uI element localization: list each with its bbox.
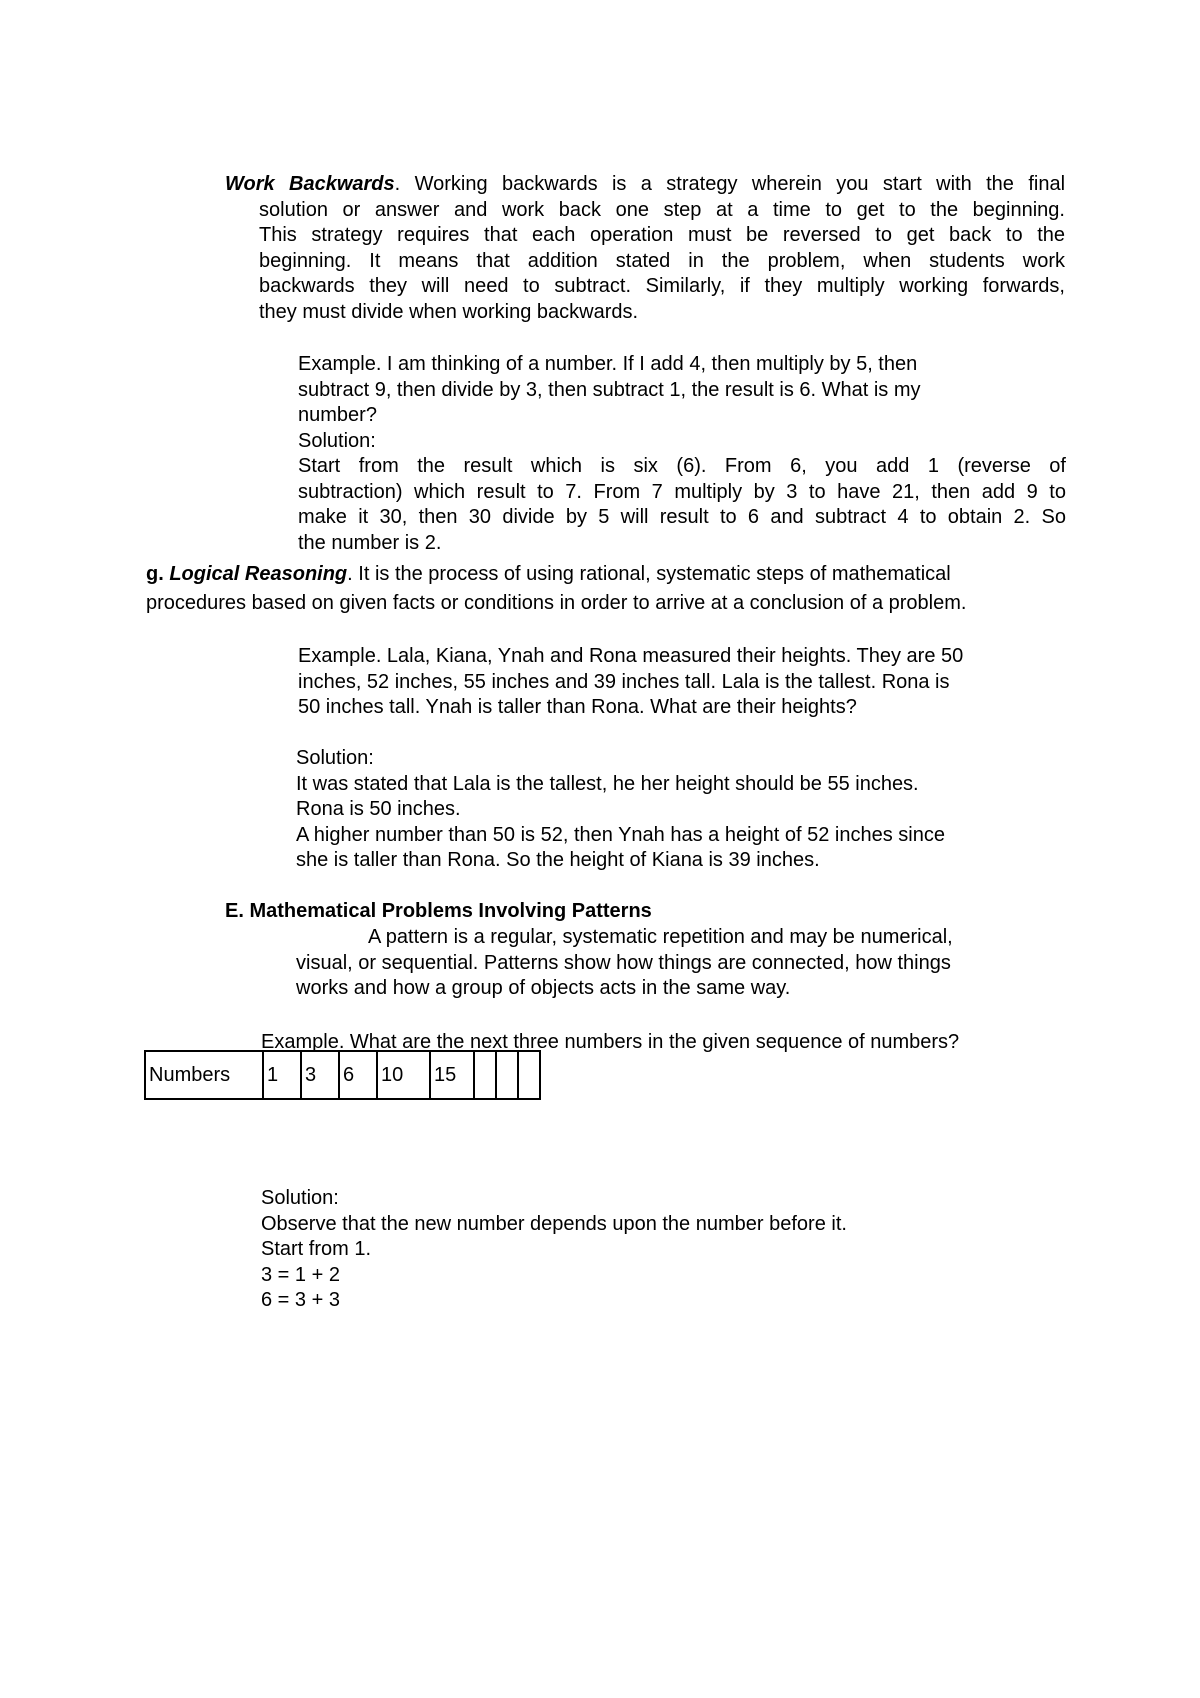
logical-reasoning-paragraph bbox=[146, 560, 1076, 618]
table-empty-cell bbox=[474, 1051, 496, 1099]
example-line: inches, 52 inches, 55 inches and 39 inches tall. Lala is the tallest. Rona is bbox=[298, 670, 950, 693]
solution-line: Observe that the new number depends upon the number before it. bbox=[261, 1212, 847, 1235]
logical-reasoning-line-2: procedures based on given facts or conditions in order to arrive at a conclusion of a problem. bbox=[146, 592, 967, 614]
solution-line: Rona is 50 inches. bbox=[296, 798, 461, 820]
logical-reasoning-line-1: g. Logical Reasoning. It is the process of using rational, systematic steps of mathematical bbox=[146, 563, 951, 585]
solution-line: It was stated that Lala is the tallest, he her height should be 55 inches. bbox=[296, 772, 919, 795]
sequence-table bbox=[144, 1050, 541, 1100]
solution-line: subtraction) which result to 7. From 7 multiply by 3 to have 21, then add 9 to bbox=[298, 480, 1066, 503]
table-row bbox=[145, 1051, 540, 1099]
logical-reasoning-heading: Logical Reasoning bbox=[169, 563, 348, 585]
patterns-line-2: visual, or sequential. Patterns show how things are connected, how things bbox=[296, 951, 951, 974]
solution-line: she is taller than Rona. So the height of Kiana is 39 inches. bbox=[296, 849, 820, 871]
solution-line: A higher number than 50 is 52, then Ynah has a height of 52 inches since bbox=[296, 823, 945, 846]
work-backwards-line-6: they must divide when working backwards. bbox=[259, 300, 639, 323]
work-backwards-example bbox=[298, 352, 1066, 556]
solution-line: make it 30, then 30 divide by 5 will result to 6 and subtract 4 to obtain 2. So bbox=[298, 506, 1066, 528]
work-backwards-heading: Work Backwards bbox=[225, 173, 395, 195]
patterns-solution bbox=[261, 1186, 1081, 1314]
solution-label: Solution: bbox=[296, 747, 374, 769]
example-line: number? bbox=[298, 404, 377, 426]
solution-line: Start from 1. bbox=[261, 1238, 372, 1260]
table-cell: 15 bbox=[430, 1051, 474, 1099]
table-cell: 10 bbox=[377, 1051, 430, 1099]
work-backwards-line-2: solution or answer and work back one step at a time to get to the beginning. bbox=[259, 198, 1065, 221]
solution-line: 3 = 1 + 2 bbox=[261, 1263, 340, 1286]
example-line: subtract 9, then divide by 3, then subtract 1, the result is 6. What is my bbox=[298, 378, 921, 401]
solution-label: Solution: bbox=[298, 429, 376, 452]
table-label-cell: Numbers bbox=[145, 1051, 263, 1099]
table-cell: 3 bbox=[301, 1051, 339, 1099]
patterns-heading: E. Mathematical Problems Involving Patterns bbox=[225, 900, 652, 922]
work-backwards-line-4: beginning. It means that addition stated in the problem, when students work bbox=[259, 249, 1065, 272]
solution-line: the number is 2. bbox=[298, 531, 442, 554]
example-line: Example. I am thinking of a number. If I add 4, then multiply by 5, then bbox=[298, 353, 918, 375]
table-cell: 1 bbox=[263, 1051, 301, 1099]
patterns-paragraph bbox=[296, 925, 1076, 1002]
work-backwards-line-1: Work Backwards. Working backwards is a strategy wherein you start with the final bbox=[225, 173, 1066, 195]
solution-label: Solution: bbox=[261, 1187, 339, 1209]
solution-line: Start from the result which is six (6). From 6, you add 1 (reverse of bbox=[298, 455, 1066, 477]
logical-reasoning-example bbox=[298, 644, 1066, 721]
work-backwards-line-3: This strategy requires that each operation must be reversed to get back to the bbox=[259, 224, 1065, 246]
patterns-example: Example. What are the next three numbers in the given sequence of numbers? bbox=[261, 1031, 960, 1053]
work-backwards-paragraph bbox=[225, 172, 1065, 325]
logical-reasoning-solution bbox=[296, 746, 1076, 874]
item-marker: g. bbox=[146, 563, 170, 585]
example-line: 50 inches tall. Ynah is taller than Rona. What are their heights? bbox=[298, 696, 857, 718]
table-empty-cell bbox=[518, 1051, 540, 1099]
example-line: Example. Lala, Kiana, Ynah and Rona measured their heights. They are 50 bbox=[298, 645, 964, 667]
solution-line: 6 = 3 + 3 bbox=[261, 1289, 340, 1311]
table-cell: 6 bbox=[339, 1051, 377, 1099]
work-backwards-line-5: backwards they will need to subtract. Similarly, if they multiply working forwards, bbox=[259, 275, 1065, 297]
patterns-line-1: A pattern is a regular, systematic repetition and may be numerical, bbox=[368, 926, 953, 948]
table-empty-cell bbox=[496, 1051, 518, 1099]
patterns-line-3: works and how a group of objects acts in the same way. bbox=[296, 977, 791, 999]
